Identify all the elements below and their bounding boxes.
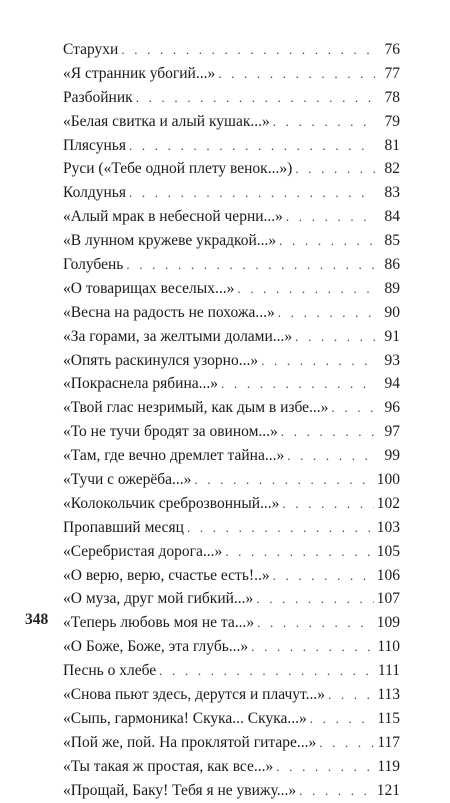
- toc-entry: [63, 62, 400, 86]
- dot-leader: [187, 516, 374, 540]
- toc-entry-page: 117: [377, 733, 400, 751]
- toc-entry-title: «Ты такая ж простая, как все...»: [63, 757, 274, 775]
- page-number: 348: [25, 611, 49, 628]
- toc-entry-page: 96: [384, 399, 400, 417]
- toc-entry-title: Колдунья: [63, 184, 126, 202]
- table-of-contents: [63, 38, 400, 803]
- toc-entry-page: 93: [384, 351, 400, 369]
- dot-leader: [281, 420, 375, 444]
- toc-entry: [63, 755, 400, 779]
- toc-entry-page: 121: [376, 781, 400, 799]
- toc-entry: [63, 420, 400, 444]
- toc-entry: [63, 253, 400, 277]
- toc-entry-title: «Тучи с ожерёба...»: [63, 471, 192, 489]
- toc-entry-title: «О муза, друг мой гибкий...»: [63, 590, 254, 608]
- toc-entry-page: 78: [384, 88, 400, 106]
- toc-entry-page: 85: [384, 232, 400, 250]
- toc-entry: [63, 38, 400, 62]
- toc-entry-page: 91: [384, 327, 400, 345]
- toc-entry: [63, 229, 400, 253]
- toc-entry: [63, 683, 400, 707]
- toc-entry-title: Старухи: [63, 41, 119, 58]
- dot-leader: [257, 611, 374, 635]
- toc-entry-page: 109: [376, 614, 400, 632]
- toc-entry-page: 110: [377, 638, 400, 656]
- dot-leader: [136, 86, 375, 110]
- toc-entry-title: Руси («Тебе одной плету венок...»): [63, 160, 293, 178]
- toc-entry-title: «Снова пьют здесь, дерутся и плачут...»: [63, 686, 325, 704]
- toc-entry-title: «Прощай, Баку! Тебя я не увижу...»: [63, 781, 297, 799]
- toc-entry-title: «В лунном кружеве украдкой...»: [63, 232, 277, 250]
- toc-entry-page: 99: [384, 447, 400, 465]
- toc-entry: [63, 659, 400, 683]
- dot-leader: [331, 396, 375, 420]
- toc-entry: [63, 325, 400, 349]
- toc-entry-page: 90: [384, 303, 400, 321]
- toc-entry-title: «О верю, верю, счастье есть!..»: [63, 566, 270, 584]
- toc-entry: [63, 277, 400, 301]
- toc-entry-page: 82: [384, 160, 400, 178]
- toc-entry: [63, 134, 400, 158]
- dot-leader: [121, 38, 375, 62]
- dot-leader: [295, 157, 375, 181]
- toc-entry: [63, 349, 400, 373]
- dot-leader: [221, 372, 375, 396]
- dot-leader: [328, 683, 374, 707]
- toc-entry: [63, 181, 400, 205]
- dot-leader: [251, 635, 374, 659]
- dot-leader: [256, 587, 373, 611]
- toc-entry-title: «Белая свитка и алый кушак...»: [63, 112, 270, 130]
- dot-leader: [218, 62, 375, 86]
- toc-entry-title: «Теперь любовь моя не та...»: [63, 614, 255, 632]
- toc-entry: [63, 707, 400, 731]
- dot-leader: [261, 349, 375, 373]
- toc-entry: [63, 205, 400, 229]
- dot-leader: [129, 134, 375, 158]
- toc-entry-title: Голубень: [63, 256, 124, 274]
- dot-leader: [279, 229, 375, 253]
- toc-entry-title: «Я странник убогий...»: [63, 64, 216, 82]
- toc-entry-page: 100: [376, 471, 400, 489]
- toc-entry: [63, 540, 400, 564]
- dot-leader: [287, 444, 375, 468]
- toc-entry: [63, 492, 400, 516]
- toc-entry-page: 81: [384, 136, 400, 154]
- toc-entry-title: Плясунья: [63, 136, 126, 154]
- dot-leader: [278, 301, 375, 325]
- toc-entry-title: «Там, где вечно дремлет тайна...»: [63, 447, 285, 465]
- toc-entry-title: Разбойник: [63, 88, 133, 106]
- toc-entry: [63, 468, 400, 492]
- toc-entry-page: 103: [376, 518, 400, 536]
- dot-leader: [286, 205, 375, 229]
- toc-entry: [63, 396, 400, 420]
- dot-leader: [194, 468, 373, 492]
- toc-entry-page: 105: [376, 542, 400, 560]
- dot-leader: [159, 659, 375, 683]
- dot-leader: [282, 492, 373, 516]
- toc-entry: [63, 86, 400, 110]
- toc-entry-title: «Весна на радость не похожа...»: [63, 303, 275, 321]
- toc-entry-page: 76: [384, 41, 400, 58]
- toc-entry-title: «Пой же, пой. На проклятой гитаре...»: [63, 733, 317, 751]
- toc-entry-page: 86: [384, 256, 400, 274]
- toc-entry-title: «Алый мрак в небесной черни...»: [63, 208, 283, 226]
- toc-entry-page: 102: [376, 494, 400, 512]
- toc-entry-page: 84: [384, 208, 400, 226]
- dot-leader: [129, 181, 375, 205]
- toc-entry-title: «Опять раскинулся узорно...»: [63, 351, 259, 369]
- toc-entry: [63, 564, 400, 588]
- dot-leader: [310, 707, 375, 731]
- toc-entry-page: 83: [384, 184, 400, 202]
- toc-entry-title: Песнь о хлебе: [63, 662, 157, 680]
- dot-leader: [276, 755, 374, 779]
- toc-entry-page: 77: [384, 64, 400, 82]
- toc-entry: [63, 301, 400, 325]
- dot-leader: [319, 731, 374, 755]
- dot-leader: [237, 277, 375, 301]
- dot-leader: [225, 540, 374, 564]
- toc-entry-title: «За горами, за желтыми долами...»: [63, 327, 293, 345]
- toc-entry: [63, 587, 400, 611]
- toc-entry: [63, 731, 400, 755]
- dot-leader: [295, 325, 375, 349]
- dot-leader: [273, 110, 375, 134]
- dot-leader: [126, 253, 375, 277]
- toc-entry: [63, 516, 400, 540]
- toc-entry-page: 107: [376, 590, 400, 608]
- dot-leader: [273, 564, 374, 588]
- toc-entry-title: «О товарищах веселых...»: [63, 279, 235, 297]
- toc-entry: [63, 372, 400, 396]
- toc-entry-page: 119: [377, 757, 400, 775]
- toc-entry-page: 115: [377, 709, 400, 727]
- toc-entry-page: 97: [384, 423, 400, 441]
- toc-entry-title: «То не тучи бродят за овином...»: [63, 423, 278, 441]
- toc-entry-page: 106: [376, 566, 400, 584]
- toc-entry-page: 111: [377, 662, 400, 680]
- toc-entry-title: «Сыпь, гармоника! Скука... Скука...»: [63, 709, 307, 727]
- dot-leader: [299, 779, 374, 803]
- toc-entry: [63, 611, 400, 635]
- toc-entry: [63, 444, 400, 468]
- toc-entry-page: 94: [384, 375, 400, 393]
- toc-entry: [63, 779, 400, 803]
- toc-entry-page: 113: [377, 686, 400, 704]
- toc-entry-page: 79: [384, 112, 400, 130]
- toc-entry: [63, 110, 400, 134]
- toc-entry-title: «Колокольчик среброзвонный...»: [63, 494, 280, 512]
- toc-entry-title: «Серебристая дорога...»: [63, 542, 223, 560]
- toc-entry-title: «Твой глас незримый, как дым в избе...»: [63, 399, 329, 417]
- toc-entry-title: Пропавший месяц: [63, 518, 184, 536]
- toc-entry: [63, 635, 400, 659]
- toc-entry: [63, 157, 400, 181]
- toc-entry-title: «Покраснела рябина...»: [63, 375, 219, 393]
- toc-entry-page: 89: [384, 279, 400, 297]
- toc-entry-title: «О Боже, Боже, эта глубь...»: [63, 638, 249, 656]
